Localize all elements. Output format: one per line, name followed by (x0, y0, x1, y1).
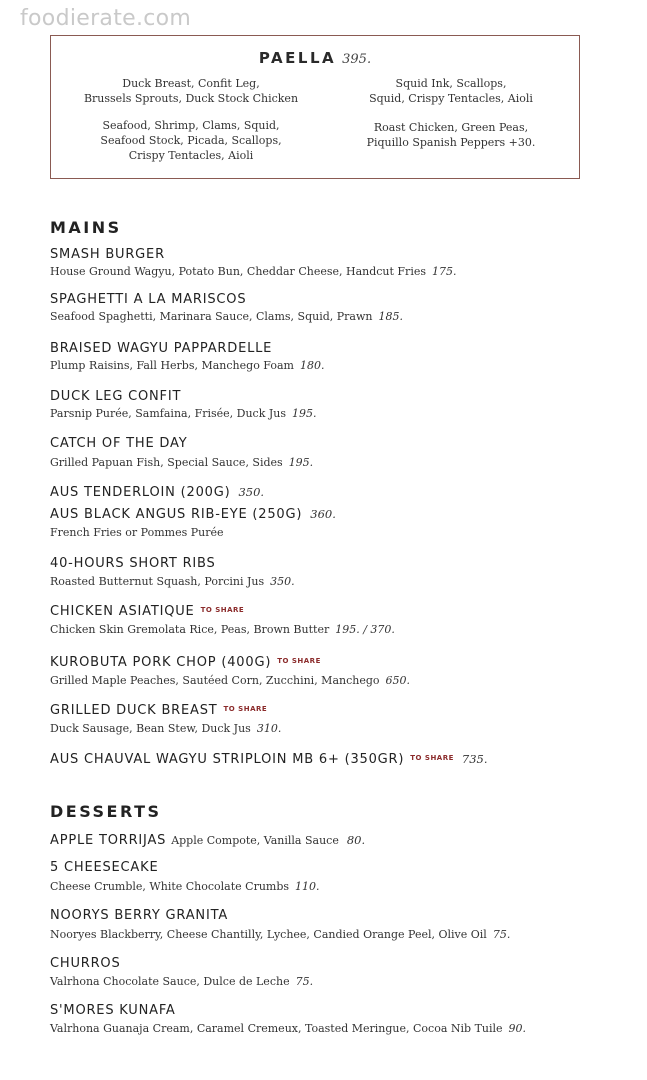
menu-item-desc (50, 975, 313, 988)
paella-option-line: Crispy Tentacles, Aioli (128, 149, 254, 162)
menu-item-desc-text: Grilled Maple Peaches, Sautéed Corn, Zucchini, Manchego (50, 674, 380, 687)
desserts-heading: DESSERTS (50, 802, 162, 821)
menu-item-desc (50, 722, 281, 735)
menu-item-desc-text: Duck Sausage, Bean Stew, Duck Jus (50, 722, 251, 735)
menu-item-price: 75. (295, 975, 314, 988)
menu-item-price: 90. (508, 1022, 527, 1035)
menu-item-name: DUCK LEG CONFIT (50, 389, 182, 404)
menu-item-price: 110. (295, 880, 320, 893)
menu-item-desc-text: Grilled Papuan Fish, Special Sauce, Sides (50, 456, 283, 469)
menu-item-name (50, 485, 264, 500)
menu-item-desc (50, 1022, 526, 1035)
menu-item-price: 735. (461, 752, 488, 766)
menu-item-desc-text: Chicken Skin Gremolata Rice, Peas, Brown Butter (50, 623, 330, 636)
menu-item-name: S'MORES KUNAFA (50, 1003, 176, 1018)
menu-item-desc-text: Plump Raisins, Fall Herbs, Manchego Foam (50, 359, 294, 372)
paella-title (51, 48, 579, 67)
menu-item-desc (50, 880, 320, 893)
menu-item-desc (50, 456, 313, 469)
paella-option-line: Seafood, Shrimp, Clams, Squid, (102, 119, 280, 132)
menu-item-name-text: GRILLED DUCK BREAST (50, 703, 218, 718)
menu-item-desc-text: Nooryes Blackberry, Cheese Chantilly, Lychee, Candied Orange Peel, Olive Oil (50, 928, 487, 941)
menu-item-desc (50, 928, 510, 941)
menu-item-desc (50, 265, 457, 278)
paella-option-line: Piquillo Spanish Peppers +30. (366, 136, 536, 149)
menu-item-price: 350. (270, 575, 295, 588)
menu-item-price: 195. (288, 456, 314, 469)
paella-option-line: Roast Chicken, Green Peas, (373, 121, 529, 134)
paella-option-duck (71, 76, 311, 106)
menu-item-name-text: KUROBUTA PORK CHOP (400G) (50, 655, 272, 670)
menu-item-name (50, 703, 267, 718)
menu-item-price: 310. (256, 722, 282, 735)
menu-item-desc (50, 674, 410, 687)
menu-item-desc (50, 310, 403, 323)
paella-option-line: Seafood Stock, Picada, Scallops, (100, 134, 282, 147)
menu-item-price: 360. (310, 507, 336, 521)
menu-item-desc-text: Parsnip Purée, Samfaina, Frisée, Duck Jus (50, 407, 287, 420)
menu-item-name: CATCH OF THE DAY (50, 436, 188, 451)
paella-option-line: Duck Breast, Confit Leg, (122, 77, 260, 90)
menu-item-price: 175. (432, 265, 457, 278)
menu-item-price: 350. (238, 485, 265, 499)
menu-item-desc (50, 623, 395, 636)
paella-option-chicken (341, 120, 561, 150)
menu-item-name: SMASH BURGER (50, 247, 165, 262)
menu-item-price: 180. (299, 359, 325, 372)
to-share-badge: TO SHARE (223, 705, 268, 713)
menu-item-desc (50, 575, 295, 588)
paella-option-line: Squid Ink, Scallops, (395, 77, 507, 90)
menu-item-price: 195. / 370. (335, 623, 395, 636)
paella-price: 395. (342, 52, 372, 67)
menu-item-desc-text: Apple Compote, Vanilla Sauce (171, 834, 339, 847)
menu-item-name: 40-HOURS SHORT RIBS (50, 556, 216, 571)
menu-item-name-text: AUS BLACK ANGUS RIB-EYE (250G) (50, 507, 303, 522)
menu-item-price: 75. (492, 928, 511, 941)
menu-item-name-text: AUS TENDERLOIN (200G) (50, 485, 231, 500)
menu-item-name (50, 833, 365, 848)
paella-option-line: Brussels Sprouts, Duck Stock Chicken (83, 92, 299, 105)
menu-item-name: BRAISED WAGYU PAPPARDELLE (50, 341, 273, 356)
menu-item-name: CHURROS (50, 956, 121, 971)
menu-item-desc-text: Seafood Spaghetti, Marinara Sauce, Clams, Squid, Prawn (50, 310, 373, 323)
menu-item-desc (50, 407, 317, 420)
menu-item-name-text: APPLE TORRIJAS (50, 833, 167, 848)
paella-option-line: Squid, Crispy Tentacles, Aioli (369, 92, 533, 105)
paella-name: PAELLA (258, 49, 337, 67)
menu-item-desc-text: Valrhona Guanaja Cream, Caramel Cremeux, Toasted Meringue, Cocoa Nib Tuile (50, 1022, 503, 1035)
to-share-badge: TO SHARE (410, 754, 454, 762)
menu-item-name (50, 604, 244, 619)
menu-item-desc-text: Cheese Crumble, White Chocolate Crumbs (50, 880, 290, 893)
menu-item-price: 195. (292, 407, 317, 420)
menu-item-name: 5 CHEESECAKE (50, 860, 159, 875)
watermark: foodierate.com (20, 6, 192, 31)
menu-item-name (50, 655, 321, 670)
paella-option-squid-ink (341, 76, 561, 106)
menu-item-name (50, 507, 336, 522)
menu-item-price: 185. (378, 310, 403, 323)
to-share-badge: TO SHARE (277, 657, 321, 665)
menu-item-desc-text: Valrhona Chocolate Sauce, Dulce de Leche (50, 975, 290, 988)
menu-item-desc (50, 359, 324, 372)
mains-heading: MAINS (50, 218, 122, 237)
menu-item-name: SPAGHETTI A LA MARISCOS (50, 292, 247, 307)
menu-item-desc: French Fries or Pommes Purée (50, 526, 224, 539)
menu-item-price: 80. (346, 833, 366, 847)
menu-item-desc-text: Roasted Butternut Squash, Porcini Jus (50, 575, 265, 588)
paella-box (50, 35, 580, 179)
menu-item-desc-text: House Ground Wagyu, Potato Bun, Cheddar Cheese, Handcut Fries (50, 265, 426, 278)
menu-item-name-text: AUS CHAUVAL WAGYU STRIPLOIN MB 6+ (350GR) (50, 752, 405, 767)
menu-item-name: NOORYS BERRY GRANITA (50, 908, 229, 923)
menu-item-price: 650. (385, 674, 411, 687)
to-share-badge: TO SHARE (200, 606, 245, 614)
menu-item-name (50, 752, 488, 767)
menu-item-name-text: CHICKEN ASIATIQUE (50, 604, 195, 619)
paella-option-seafood (71, 118, 311, 163)
